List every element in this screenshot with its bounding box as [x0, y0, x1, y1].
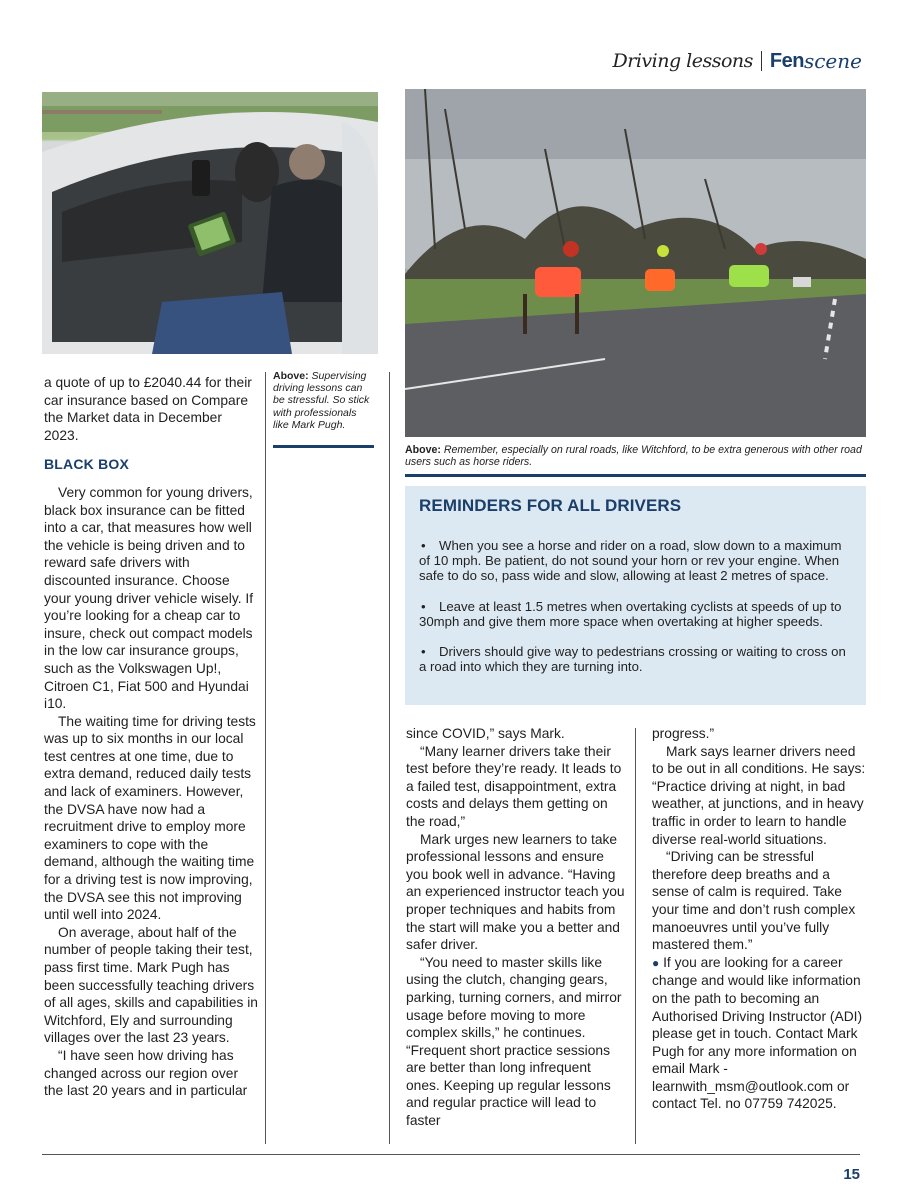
header-divider: [761, 51, 762, 71]
body-paragraph: “Many learner drivers take their test before they’re ready. It leads to a failed test, disappointment, extra costs and delays them getting on the road,”: [406, 743, 622, 829]
brand-logo-italic: scene: [803, 49, 862, 73]
brand-logo-bold: Fen: [769, 49, 804, 72]
caption-label: Above:: [273, 370, 309, 382]
body-paragraph: Mark urges new learners to take professional lessons and ensure you book well in advance. “Having an experienced instructor teach you proper techniques and habits from the start will make you a better and safer driver.: [406, 831, 625, 953]
article-column-1: [44, 374, 260, 1100]
bullet-icon: •: [421, 598, 426, 614]
body-paragraph: a quote of up to £2040.44 for their car insurance based on Compare the Market data in December 2023.: [44, 375, 252, 443]
contact-text: If you are looking for a career change and would like information on the path to becoming an Authorised Driving Instructor (ADI) please get in touch. Contact Mark Pugh for any more information on email Mark - learnwith_msm@outlook.com or contact Tel. no 07759 742025.: [652, 954, 863, 1112]
caption-text: Supervising driving lessons can be stressful. So stick with professionals like Mark Pugh.: [273, 370, 370, 431]
reminder-text: Leave at least 1.5 metres when overtaking cyclists at speeds of up to 30mph and give them more space when overtaking at higher speeds.: [419, 598, 842, 629]
horse-riders-photo: [405, 89, 866, 437]
list-item: [419, 644, 852, 674]
body-paragraph: “Driving can be stressful therefore deep breaths and a sense of calm is required. Take your time and don’t rush complex manoeuvres until you’ve fully mastered them.”: [652, 849, 856, 953]
reminders-list: [419, 538, 852, 674]
column-divider: [389, 372, 390, 1144]
article-column-3: [406, 725, 628, 1130]
car-lesson-photo: [42, 92, 378, 354]
bullet-icon: •: [421, 538, 426, 553]
reminder-text: Drivers should give way to pedestrians crossing or waiting to cross on a road into which they are turning into.: [419, 644, 846, 675]
body-paragraph: “I have seen how driving has changed across our region over the last 20 years and in particular: [44, 1047, 248, 1099]
page-number: 15: [843, 1166, 860, 1183]
section-heading: BLACK BOX: [44, 456, 130, 473]
reminder-text: When you see a horse and rider on a road, slow down to a maximum of 10 mph. Be patient, do not sound your horn or rev your engine. When safe to do so, pass wide and slow, allowing at least 2 metres of space.: [419, 538, 842, 584]
body-paragraph: progress.”: [652, 726, 715, 741]
footer-rule: [42, 1154, 860, 1155]
horse-photo-caption: [405, 444, 865, 468]
car-lesson-illustration: [42, 92, 378, 354]
caption-text: Remember, especially on rural roads, like Witchford, to be extra generous with other road users such as horse riders.: [405, 444, 862, 469]
page-header: [613, 44, 862, 78]
caption-rule: [405, 474, 866, 477]
body-paragraph: On average, about half of the number of people taking their test, pass first time. Mark Pugh has been successfully teaching drivers of all ages, skills and capabilities in Witchford, Ely and surrounding villages over the last 23 years.: [44, 924, 258, 1046]
body-paragraph: Mark says learner drivers need to be out in all conditions. He says: “Practice driving at night, in bad weather, at junctions, and in heavy traffic in order to learn to handle diverse real-world situations.: [652, 743, 866, 847]
column-divider: [635, 728, 636, 1144]
list-item: [419, 599, 852, 629]
body-paragraph: since COVID,” says Mark.: [406, 726, 565, 741]
bullet-icon: •: [421, 644, 426, 660]
reminders-title: REMINDERS FOR ALL DRIVERS: [419, 496, 682, 515]
caption-rule: [273, 445, 374, 448]
column-divider: [265, 372, 266, 1144]
reminders-box: [405, 486, 866, 705]
list-item: [419, 538, 852, 584]
section-label: Driving lessons: [612, 50, 753, 72]
body-paragraph: “You need to master skills like using the clutch, changing gears, parking, turning corners, and mirror usage before moving to more complex skills,” he continues. “Frequent short practice sessions are better than long infrequent ones. Keeping up regular lessons and regular practice will lead to faster: [406, 954, 622, 1129]
caption-label: Above:: [405, 444, 441, 456]
body-paragraph: The waiting time for driving tests was up to six months in our local test centres at one time, due to extra demand, reduced daily tests and lack of examiners. However, the DVSA have now had a recruitment drive to employ more examiners to cope with the demand, although the waiting time for a driving test is now improving, the DVSA see this not improving until well into 2024.: [44, 713, 256, 923]
body-paragraph: Very common for young drivers, black box insurance can be fitted into a car, that measures how well the vehicle is being driven and to reward safe drivers with discounted insurance. Choose your young driver vehicle wisely. If you’re looking for a cheap car to insure, check out compact models in the low car insurance groups, such as the Volkswagen Up!, Citroen C1, Fiat 500 and Hyundai i10.: [44, 484, 254, 712]
contact-paragraph: [652, 954, 870, 1113]
car-photo-caption: [273, 370, 375, 431]
article-column-4: [652, 725, 870, 1113]
horse-riders-illustration: [405, 89, 866, 437]
bullet-icon: ●: [652, 955, 660, 970]
